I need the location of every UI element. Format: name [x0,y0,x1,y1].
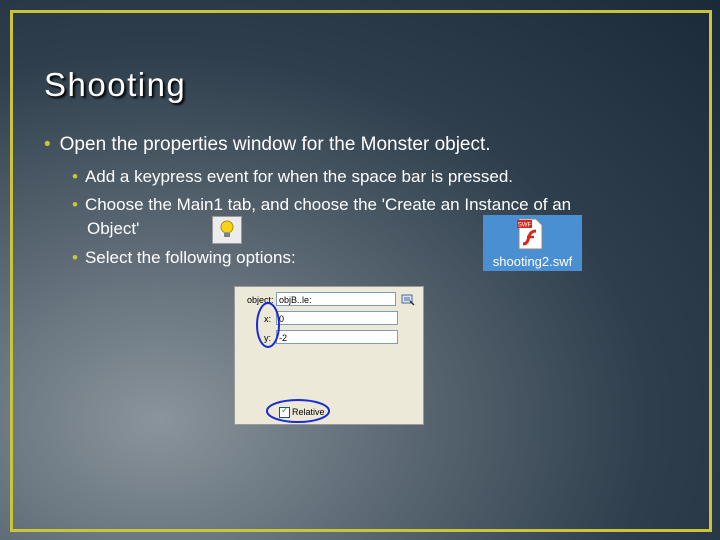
relative-highlight-circle [267,400,329,422]
properties-panel [234,286,424,425]
sub-bullet-text: Add a keypress event for when the space bar is pressed. [84,167,514,186]
object-field[interactable]: objB..le: [276,292,396,306]
xy-highlight-circle [257,303,279,347]
slide-title: Shooting [44,66,187,103]
bullet-dot: • [72,167,78,186]
x-field[interactable]: 0 [276,311,398,325]
sub-bullet-2-continuation: Object' [87,219,140,238]
bullet-dot: • [72,248,78,267]
swf-file-label: shooting2.swf [492,254,573,269]
main-bullet-text: Open the properties window for the Monster object. [59,134,491,155]
sub-bullet-1 [72,167,513,187]
sub-bullet-2 [72,195,571,215]
swf-badge: SWF [517,222,532,229]
lightbulb-icon [213,217,241,243]
flash-icon [517,218,543,250]
main-bullet [44,134,491,156]
sub-bullet-3 [72,248,296,268]
y-label: y: [264,333,272,343]
bullet-dot: • [72,195,78,214]
sub-bullet-text: Choose the Main1 tab, and choose the 'Create an Instance of an [84,195,572,214]
y-field[interactable]: -2 [276,330,398,344]
checkmark-icon: ✓ [281,405,289,415]
relative-label: Relative [292,407,325,417]
sub-bullet-text: Select the following options: [84,248,296,267]
x-label: x: [264,314,272,324]
swf-file-icon[interactable] [483,215,582,271]
highlight-annotations [235,287,423,424]
object-label: object: [247,295,274,305]
create-instance-button[interactable] [212,216,242,244]
bullet-dot: • [44,134,51,155]
